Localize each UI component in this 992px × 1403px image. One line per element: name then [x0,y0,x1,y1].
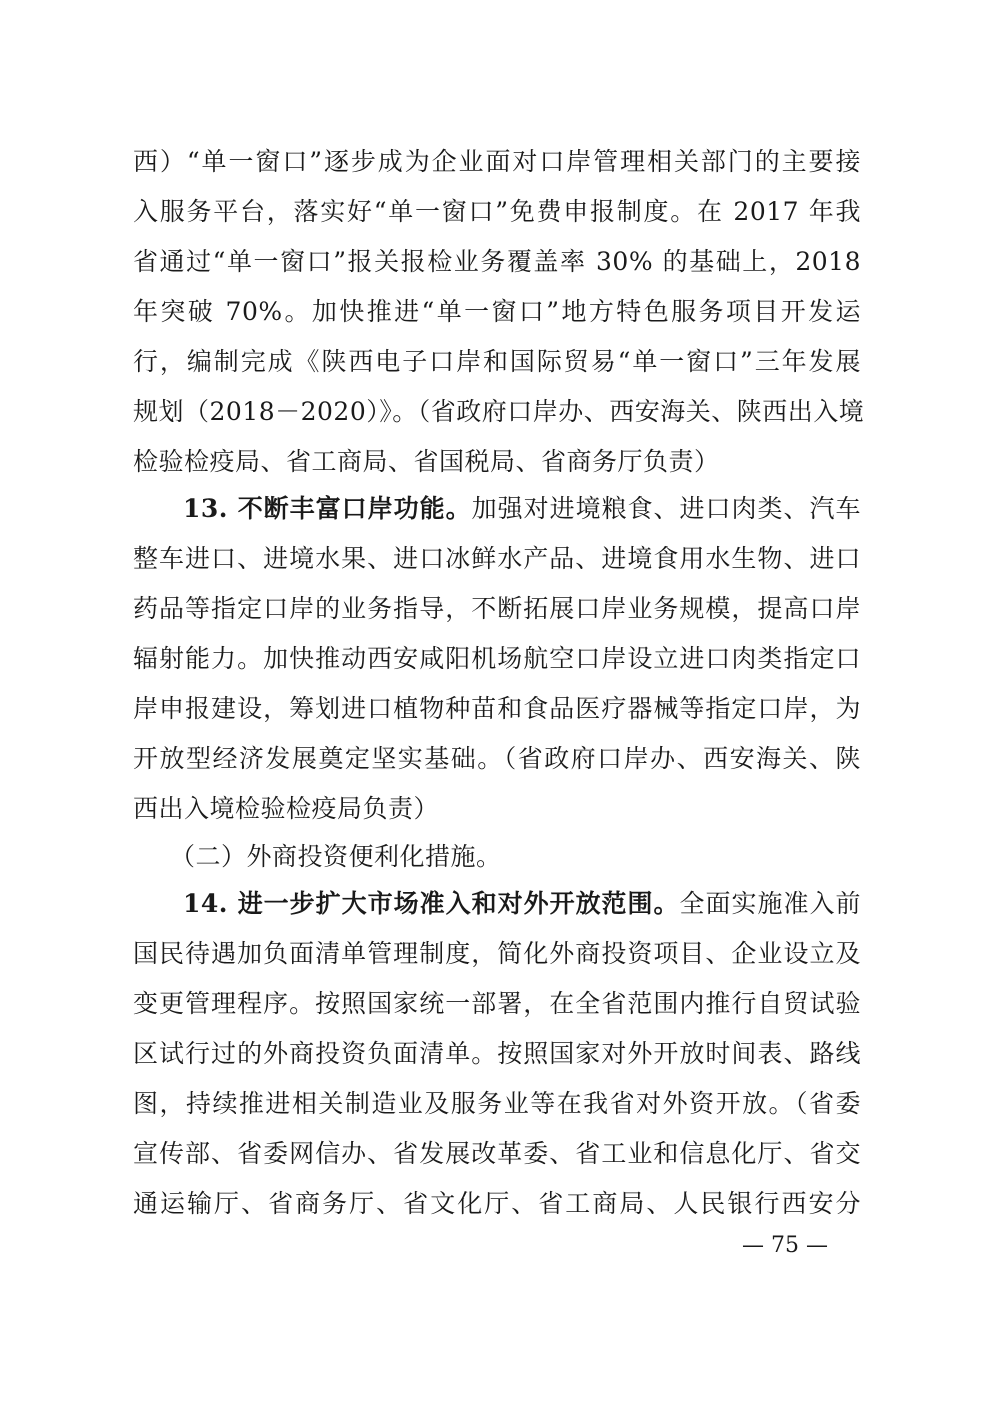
item-13-heading: 13. 不断丰富口岸功能。 [183,494,472,523]
text-line: 药品等指定口岸的业务指导，不断拓展口岸业务规模，提高口岸 [133,594,861,623]
text-line: 西出入境检验检疫局负责） [133,794,440,823]
text-line: 通运输厅、省商务厅、省文化厅、省工商局、人民银行西安分 [133,1189,861,1218]
text-line: 检验检疫局、省工商局、省国税局、省商务厅负责） [133,447,720,476]
text-line: 变更管理程序。按照国家统一部署，在全省范围内推行自贸试验 [133,989,861,1018]
text-line: 整车进口、进境水果、进口冰鲜水产品、进境食用水生物、进口 [133,544,861,573]
text-line: 国民待遇加负面清单管理制度，简化外商投资项目、企业设立及 [133,939,861,968]
text-line: 辐射能力。加快推动西安咸阳机场航空口岸设立进口肉类指定口 [133,644,861,673]
text-line: 开放型经济发展奠定坚实基础。（省政府口岸办、西安海关、陕 [133,744,861,773]
item-13-text: 加强对进境粮食、进口肉类、汽车 [471,494,861,523]
item-14-text: 全面实施准入前 [679,889,861,918]
text-line: 图，持续推进相关制造业及服务业等在我省对外资开放。（省委 [133,1089,861,1118]
text-line: 岸申报建设，筹划进口植物种苗和食品医疗器械等指定口岸，为 [133,694,861,723]
text-line: 西）“单一窗口”逐步成为企业面对口岸管理相关部门的主要接 [133,147,861,176]
text-line: 规划（2018－2020）》。（省政府口岸办、西安海关、陕西出入境 [133,397,865,426]
text-line: 省通过“单一窗口”报关报检业务覆盖率 30% 的基础上，2018 [133,247,861,276]
text-line: 区试行过的外商投资负面清单。按照国家对外开放时间表、路线 [133,1039,861,1068]
item-13-first-line [183,484,861,534]
section-heading: （二）外商投资便利化措施。 [170,842,502,871]
text-line: 宣传部、省委网信办、省发展改革委、省工业和信息化厅、省交 [133,1139,861,1168]
text-line: 入服务平台，落实好“单一窗口”免费申报制度。在 2017 年我 [133,197,861,226]
item-14-first-line [183,879,861,929]
item-14-heading: 14. 进一步扩大市场准入和对外开放范围。 [183,889,680,918]
page-number: — 75 — [742,1233,828,1258]
text-line: 年突破 70%。加快推进“单一窗口”地方特色服务项目开发运 [133,297,861,326]
text-line: 行，编制完成《陕西电子口岸和国际贸易“单一窗口”三年发展 [133,347,861,376]
